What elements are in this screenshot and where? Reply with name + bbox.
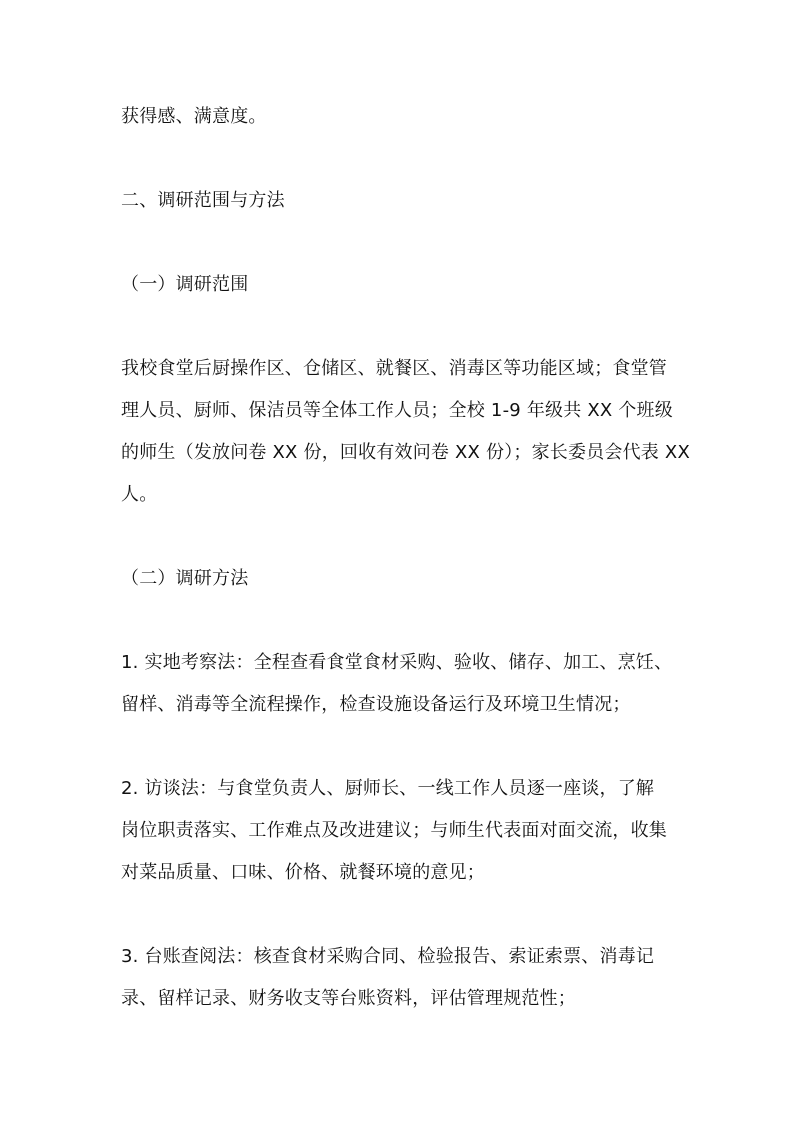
scope-paragraph-line-3: 的师生（发放问卷 XX 份，回收有效问卷 XX 份）；家长委员会代表 XX <box>121 442 690 463</box>
method-1-line-1: 1. 实地考察法：全程查看食堂食材采购、验收、储存、加工、烹饪、 <box>121 652 673 673</box>
method-1-line-2: 留样、消毒等全流程操作，检查设施设备运行及环境卫生情况； <box>121 694 631 715</box>
section-heading-2: 二、调研范围与方法 <box>121 190 285 211</box>
scope-paragraph-line-1: 我校食堂后厨操作区、仓储区、就餐区、消毒区等功能区域；食堂管 <box>121 358 667 379</box>
method-2-line-1: 2. 访谈法：与食堂负责人、厨师长、一线工作人员逐一座谈，了解 <box>121 778 655 799</box>
text-line-continuation: 获得感、满意度。 <box>121 106 267 127</box>
method-3-line-2: 录、留样记录、财务收支等台账资料，评估管理规范性； <box>121 988 576 1009</box>
scope-paragraph-line-4: 人。 <box>121 484 158 505</box>
method-3-line-1: 3. 台账查阅法：核查食材采购合同、检验报告、索证索票、消毒记 <box>121 946 655 967</box>
subsection-heading-scope: （一）调研范围 <box>121 274 249 295</box>
method-2-line-2: 岗位职责落实、工作难点及改进建议；与师生代表面对面交流，收集 <box>121 820 667 841</box>
method-2-line-3: 对菜品质量、口味、价格、就餐环境的意见； <box>121 862 485 883</box>
subsection-heading-methods: （二）调研方法 <box>121 568 249 589</box>
scope-paragraph-line-2: 理人员、厨师、保洁员等全体工作人员；全校 1-9 年级共 XX 个班级 <box>121 400 673 421</box>
